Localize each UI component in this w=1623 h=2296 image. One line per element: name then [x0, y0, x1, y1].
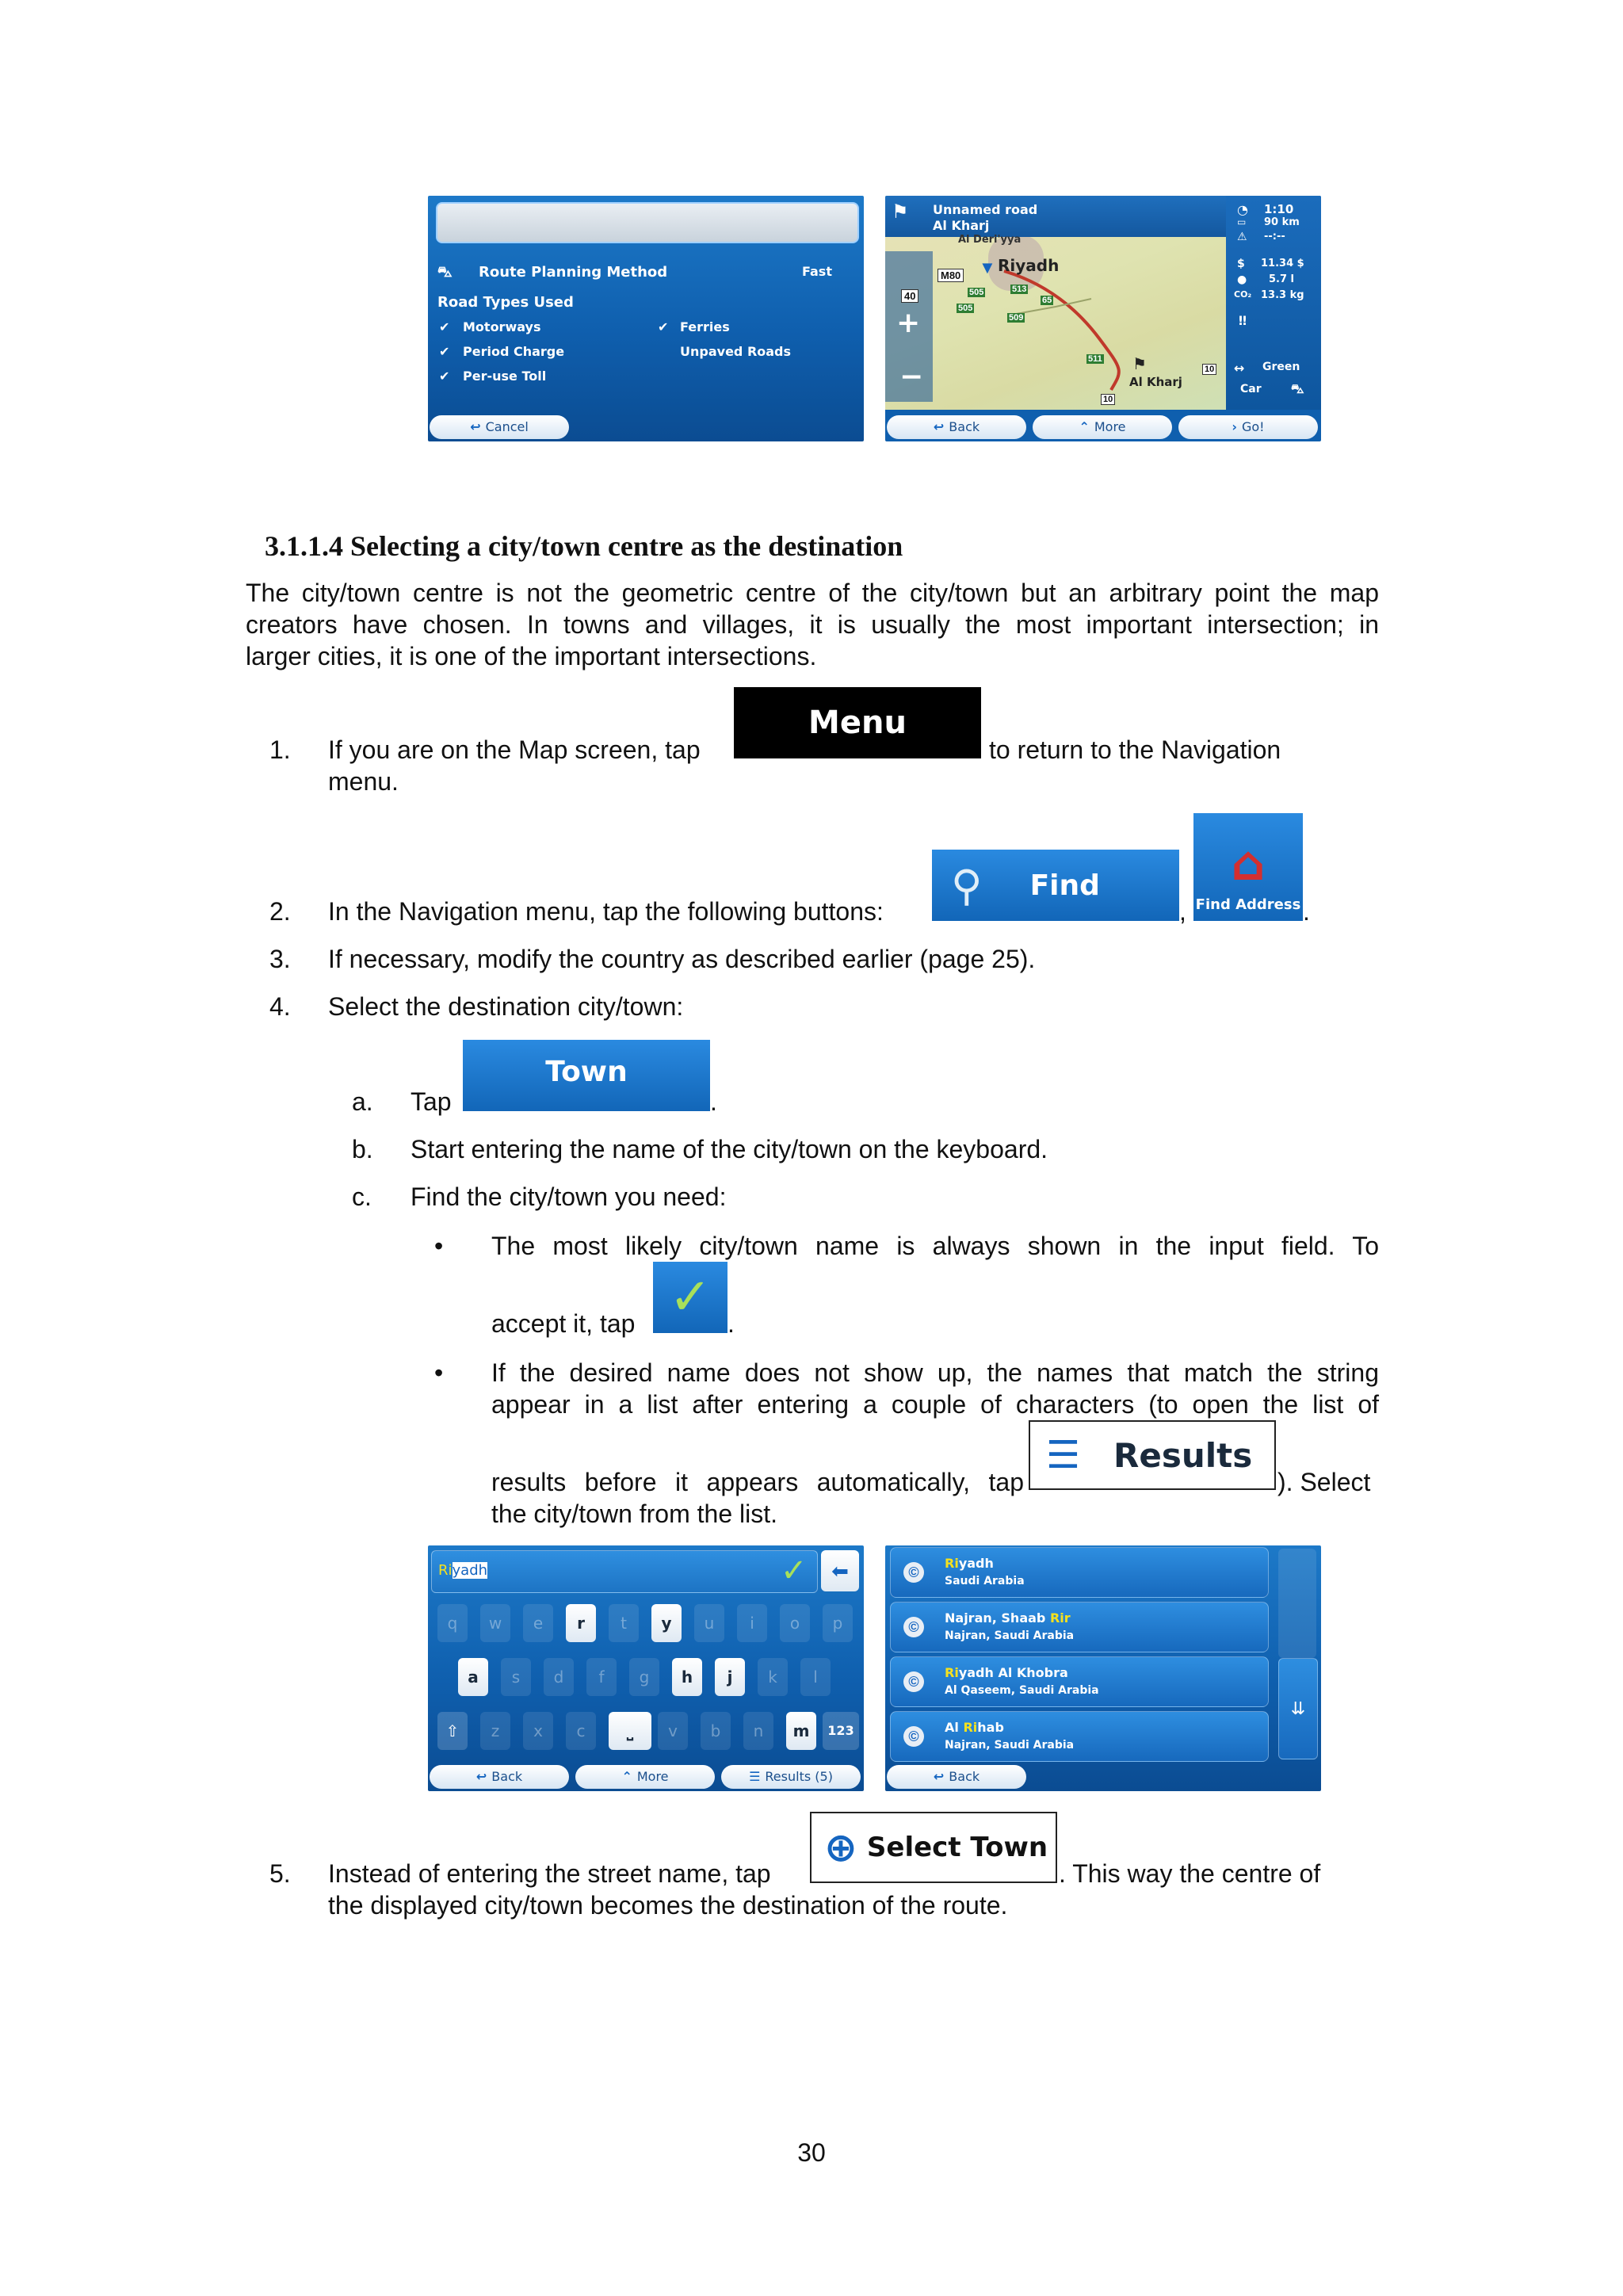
- step-number: 2.: [269, 897, 291, 926]
- step2-text: In the Navigation menu, tap the following buttons:: [328, 897, 884, 926]
- step5-text-line2: the displayed city/town becomes the destination of the route.: [328, 1891, 1008, 1920]
- key[interactable]: d: [544, 1658, 574, 1696]
- step-number: 3.: [269, 945, 291, 973]
- option-unpaved-roads[interactable]: Unpaved Roads: [680, 344, 792, 359]
- city-centre-icon: ©: [903, 1671, 924, 1692]
- road-badge: M80: [938, 269, 964, 282]
- bullet1-line1: The most likely city/town name is always shown in the input field. To: [491, 1232, 1379, 1260]
- substep-label: c.: [352, 1182, 372, 1211]
- key[interactable]: z: [480, 1712, 510, 1750]
- result-region: Saudi Arabia: [945, 1575, 1025, 1587]
- check-icon: ✔: [439, 344, 450, 359]
- distance-icon: ▭: [1237, 216, 1247, 227]
- substep-label: b.: [352, 1135, 373, 1163]
- fuel-icon: ●: [1237, 273, 1247, 286]
- step4-text: Select the destination city/town:: [328, 992, 684, 1021]
- city-centre-icon: ©: [903, 1617, 924, 1637]
- key[interactable]: y: [651, 1604, 682, 1642]
- option-ferries[interactable]: Ferries: [680, 319, 730, 334]
- scroll-down-button[interactable]: [1278, 1658, 1318, 1759]
- route-method-label: Route Planning Method: [479, 264, 668, 281]
- key[interactable]: p: [823, 1604, 853, 1642]
- key[interactable]: t: [609, 1604, 639, 1642]
- road-type-icon: ‼: [1239, 313, 1247, 328]
- scroll-down-icon: ⇊: [1290, 1698, 1306, 1718]
- key[interactable]: m: [786, 1712, 816, 1750]
- clock-icon: ◔: [1237, 202, 1248, 217]
- house-icon: ⌂: [1231, 836, 1266, 892]
- menu-button[interactable]: Menu: [734, 687, 981, 758]
- zoom-in-icon[interactable]: +: [896, 307, 921, 339]
- bullet1-period: .: [727, 1309, 735, 1338]
- zoom-out-icon[interactable]: −: [899, 361, 924, 393]
- road-badge: 40: [901, 289, 918, 303]
- route-map-screenshot: [885, 196, 1321, 441]
- results-count-button[interactable]: ☰ Results (5): [721, 1765, 861, 1789]
- route-fuel: 5.7 l: [1269, 273, 1295, 285]
- key[interactable]: w: [480, 1604, 510, 1642]
- option-per-use-toll[interactable]: Per-use Toll: [463, 369, 547, 384]
- key[interactable]: j: [715, 1658, 745, 1696]
- key[interactable]: x: [523, 1712, 553, 1750]
- result-name-rest: yadh Al Khobra: [958, 1665, 1068, 1680]
- back-arrow-icon: ↩: [933, 1769, 945, 1784]
- road-badge: 505: [969, 288, 984, 297]
- section-heading: 3.1.1.4 Selecting a city/town centre as the destination: [265, 530, 903, 562]
- key[interactable]: a: [458, 1658, 488, 1696]
- current-position-icon: ▼: [979, 258, 996, 277]
- cancel-button[interactable]: ↩ Cancel: [430, 415, 569, 439]
- list-item[interactable]: [890, 1547, 1269, 1598]
- option-period-charge[interactable]: Period Charge: [463, 344, 565, 359]
- result-name-match: Ri: [945, 1665, 959, 1680]
- step-number: 5.: [269, 1859, 291, 1888]
- car-icon: ⛍: [1291, 381, 1304, 396]
- page-number: 30: [797, 2138, 826, 2167]
- list-item[interactable]: [890, 1656, 1269, 1707]
- back-button[interactable]: ↩ Back: [887, 415, 1026, 439]
- step-number: 4.: [269, 992, 291, 1021]
- shift-arrow-icon: ⇧: [445, 1721, 460, 1740]
- key[interactable]: r: [566, 1604, 596, 1642]
- bullet: •: [434, 1358, 444, 1387]
- bullet2-line3: results before it appears automatically, tap: [491, 1468, 1024, 1496]
- co2-icon: CO₂: [1234, 289, 1252, 300]
- space-key[interactable]: ⎵: [609, 1712, 651, 1750]
- step1-text-after: to return to the Navigation: [989, 735, 1281, 764]
- vehicle-type: Car: [1240, 383, 1262, 395]
- input-typed-text: Ri: [438, 1562, 453, 1579]
- result-region: Najran, Saudi Arabia: [945, 1739, 1075, 1752]
- road-badge: 513: [1012, 285, 1027, 294]
- route-search-field[interactable]: [436, 202, 859, 243]
- step5-text-after: . This way the centre of: [1059, 1859, 1321, 1888]
- backspace-arrow-icon: ⬅: [831, 1559, 849, 1583]
- result-name-match: Rir: [1049, 1610, 1071, 1626]
- accept-checkmark-icon[interactable]: ✓: [781, 1553, 808, 1588]
- result-name-match: Ri: [963, 1720, 978, 1735]
- bullet2-line1: If the desired name does not show up, the names that match the string: [491, 1358, 1379, 1387]
- result-name-rest: yadh: [958, 1556, 994, 1571]
- checkmark-icon: ✓: [669, 1268, 712, 1327]
- key[interactable]: f: [586, 1658, 617, 1696]
- key[interactable]: k: [758, 1658, 788, 1696]
- city-centre-icon: ©: [903, 1562, 924, 1583]
- key[interactable]: u: [694, 1604, 724, 1642]
- check-icon: ✔: [658, 319, 669, 334]
- step3-text: If necessary, modify the country as described earlier (page 25).: [328, 945, 1036, 973]
- list-item[interactable]: [890, 1602, 1269, 1652]
- flag-icon: ⚑: [892, 201, 909, 223]
- crosshair-icon: ⊕: [824, 1824, 857, 1870]
- results-button[interactable]: ☰ Results: [1029, 1420, 1276, 1490]
- key[interactable]: b: [701, 1712, 731, 1750]
- result-name-prefix: Najran, Shaab: [945, 1610, 1050, 1626]
- find-address-button[interactable]: ⌂ Find Address: [1193, 813, 1303, 921]
- step-number: 1.: [269, 735, 291, 764]
- key[interactable]: i: [737, 1604, 767, 1642]
- numeric-key[interactable]: 123: [823, 1712, 859, 1750]
- option-motorways[interactable]: Motorways: [463, 319, 541, 334]
- bullet2-line3-end: ). Select: [1277, 1468, 1371, 1496]
- car-icon: ⛍: [437, 264, 453, 281]
- route-options-icon: ↔: [1234, 361, 1245, 376]
- input-suggested-text: yadh: [452, 1562, 488, 1579]
- city-centre-icon: ©: [903, 1726, 924, 1747]
- magnifier-icon: ⚲: [951, 860, 983, 911]
- area-label: Al Deri'yya: [958, 234, 1022, 246]
- find-button[interactable]: ⚲ Find: [932, 850, 1179, 921]
- chevron-up-icon: ⌃: [1079, 419, 1090, 434]
- chevron-up-icon: ⌃: [621, 1769, 632, 1784]
- city-riyadh-label: Riyadh: [998, 256, 1060, 275]
- bullet2-line2: appear in a list after entering a couple of characters (to open the list of: [491, 1390, 1379, 1419]
- substep-b-text: Start entering the name of the city/town on the keyboard.: [411, 1135, 1048, 1163]
- accept-checkmark-button[interactable]: [653, 1262, 727, 1333]
- city-alkharj-label: Al Kharj: [1129, 375, 1182, 389]
- substep-label: a.: [352, 1087, 373, 1116]
- road-badge: 10: [1101, 394, 1115, 405]
- list-item[interactable]: [890, 1711, 1269, 1762]
- key[interactable]: v: [658, 1712, 688, 1750]
- route-eta: --:--: [1264, 231, 1285, 243]
- back-arrow-icon: ↩: [475, 1769, 487, 1784]
- step1-text: If you are on the Map screen, tap: [328, 735, 701, 764]
- intro-line: larger cities, it is one of the important intersections.: [246, 642, 817, 670]
- shift-key[interactable]: [437, 1712, 468, 1750]
- key[interactable]: g: [629, 1658, 659, 1696]
- key[interactable]: e: [523, 1604, 553, 1642]
- substep-c-text: Find the city/town you need:: [411, 1182, 727, 1211]
- key[interactable]: s: [501, 1658, 531, 1696]
- select-town-button[interactable]: ⊕ Select Town: [810, 1812, 1057, 1883]
- key[interactable]: o: [780, 1604, 810, 1642]
- chevron-right-icon: ›: [1232, 419, 1237, 434]
- route-settings-screenshot: [428, 196, 864, 441]
- road-badge: 65: [1042, 296, 1052, 305]
- city-input-field[interactable]: [431, 1550, 818, 1593]
- result-region: Al Qaseem, Saudi Arabia: [945, 1684, 1099, 1697]
- bullet: •: [434, 1232, 444, 1260]
- road-name: Unnamed road: [933, 202, 1038, 217]
- scrollbar-track[interactable]: [1278, 1549, 1316, 1658]
- go-button[interactable]: › Go!: [1178, 415, 1318, 439]
- backspace-button[interactable]: [821, 1550, 859, 1591]
- result-name-rest: hab: [977, 1720, 1004, 1735]
- list-icon: ☰: [1046, 1433, 1081, 1477]
- cost-icon: $: [1237, 258, 1245, 270]
- road-badge: 10: [1202, 364, 1216, 375]
- town-button[interactable]: Town: [463, 1040, 710, 1111]
- road-badge: 511: [1088, 354, 1102, 364]
- back-button[interactable]: ↩ Back: [430, 1765, 569, 1789]
- check-icon: ✔: [439, 319, 450, 334]
- route-color: Green: [1262, 361, 1300, 373]
- key[interactable]: h: [672, 1658, 702, 1696]
- key[interactable]: n: [743, 1712, 773, 1750]
- route-time: 1:10: [1264, 202, 1294, 216]
- intro-line: creators have chosen. In towns and villages, it is usually the most important intersection; in: [246, 610, 1379, 639]
- route-method-value: Fast: [802, 264, 832, 279]
- key[interactable]: c: [566, 1712, 596, 1750]
- route-co2: 13.3 kg: [1261, 289, 1304, 301]
- result-name-match: Ri: [945, 1556, 959, 1571]
- route-distance: 90 km: [1264, 216, 1300, 228]
- bullet1-line2: accept it, tap: [491, 1309, 636, 1338]
- step2-period: .: [1303, 897, 1310, 926]
- check-icon: ✔: [439, 369, 450, 384]
- road-types-heading: Road Types Used: [437, 294, 574, 311]
- key[interactable]: l: [800, 1658, 831, 1696]
- intro-paragraph: [246, 577, 1379, 672]
- warning-icon: ⚠: [1237, 231, 1247, 243]
- step1-text-line2: menu.: [328, 767, 399, 796]
- step5-text: Instead of entering the street name, tap: [328, 1859, 771, 1888]
- result-region: Najran, Saudi Arabia: [945, 1629, 1075, 1642]
- list-icon: ☰: [749, 1769, 761, 1784]
- substep-a-text: Tap: [411, 1087, 452, 1116]
- more-button[interactable]: ⌃ More: [1033, 415, 1172, 439]
- road-badge: 509: [1009, 313, 1024, 323]
- back-arrow-icon: ↩: [470, 419, 481, 434]
- key[interactable]: q: [437, 1604, 468, 1642]
- road-destination: Al Kharj: [933, 218, 990, 233]
- route-cost: 11.34 $: [1261, 258, 1304, 269]
- back-arrow-icon: ↩: [933, 419, 945, 434]
- step2-comma: ,: [1179, 897, 1186, 926]
- results-screenshot: [885, 1545, 1321, 1791]
- result-name-prefix: Al: [945, 1720, 964, 1735]
- intro-line: The city/town centre is not the geometric centre of the city/town but an arbitrary point the map: [246, 579, 1379, 607]
- road-badge: 505: [958, 304, 973, 313]
- more-button[interactable]: ⌃ More: [575, 1765, 715, 1789]
- substep-a-period: .: [710, 1087, 717, 1116]
- destination-flag-icon: ⚑: [1132, 356, 1147, 373]
- keyboard-screenshot: [428, 1545, 864, 1791]
- bullet2-line4: the city/town from the list.: [491, 1499, 778, 1528]
- back-button[interactable]: ↩ Back: [887, 1765, 1026, 1789]
